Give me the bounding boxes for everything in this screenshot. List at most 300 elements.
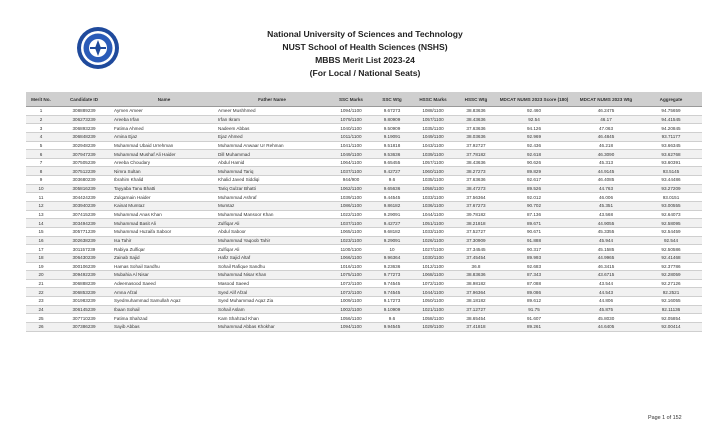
table-cell: 1072/1100 [328, 288, 374, 297]
table-cell: 38.18182 [456, 297, 496, 306]
table-cell: 1049/1100 [410, 132, 456, 141]
table-cell: Nadeem Abbas [216, 124, 328, 133]
table-cell: 306145239 [56, 305, 112, 314]
table-cell: Areeba Irfan [112, 115, 216, 124]
table-cell: 37.96364 [456, 288, 496, 297]
table-cell: 308889239 [56, 107, 112, 116]
table-row [26, 210, 702, 219]
table-cell: 38.43636 [456, 115, 496, 124]
table-cell: 1051/1100 [410, 219, 456, 228]
merit-table [26, 92, 702, 332]
column-header: Candidate ID [56, 92, 112, 107]
table-cell: 44.9055 [572, 219, 640, 228]
table-cell: 306273239 [56, 115, 112, 124]
table-cell: 36.8 [456, 262, 496, 271]
table-cell: 39.78182 [456, 210, 496, 219]
column-header: MDCAT NUMS 2023 Wtg [572, 92, 640, 107]
table-cell: 1100/1100 [328, 245, 374, 254]
table-cell: 1060/1100 [410, 167, 456, 176]
table-cell: 93.66345 [640, 141, 702, 150]
table-cell: 43.568 [572, 210, 640, 219]
table-cell: 90.702 [496, 202, 572, 211]
table-cell: 44.806 [572, 297, 640, 306]
table-cell: 37.78182 [456, 150, 496, 159]
table-cell: 93.44486 [640, 176, 702, 185]
table-row [26, 124, 702, 133]
table-cell: 301157239 [56, 245, 112, 254]
table-cell: 1039/1100 [410, 150, 456, 159]
table-cell: 1094/1100 [328, 107, 374, 116]
table-cell: Syedmuhammad Samullah Aqaz [112, 297, 216, 306]
table-cell: 92.50586 [640, 245, 702, 254]
table-cell: 9.19091 [374, 132, 410, 141]
table-cell: 20 [26, 271, 56, 280]
table-cell: Hafiz Sajid Altaf [216, 253, 328, 262]
table-cell: Muhammad Nisar Khan [216, 271, 328, 280]
table-cell: 18 [26, 253, 56, 262]
table-cell: Muhammad Tariq [216, 167, 328, 176]
table-cell: 92.05854 [640, 314, 702, 323]
table-cell: 307505239 [56, 158, 112, 167]
table-cell: 46.006 [572, 193, 640, 202]
column-header: Aggregate [640, 92, 702, 107]
table-cell: 6 [26, 150, 56, 159]
table-cell: 9.96364 [374, 253, 410, 262]
table-cell: 23 [26, 297, 56, 306]
table-cell: 91.607 [496, 314, 572, 323]
table-cell: 38.65454 [456, 314, 496, 323]
table-cell: 9.17273 [374, 297, 410, 306]
table-cell: 89.261 [496, 323, 572, 332]
table-cell: 303494239 [56, 219, 112, 228]
table-cell: 1075/1100 [328, 271, 374, 280]
table-cell: 92.11136 [640, 305, 702, 314]
table-cell: 44.9965 [572, 253, 640, 262]
table-cell: 1049/1100 [328, 150, 374, 159]
table-cell: 1056/1100 [328, 314, 374, 323]
column-header: SSC Marks [328, 92, 374, 107]
table-row [26, 141, 702, 150]
table-cell: 1041/1100 [328, 141, 374, 150]
table-row [26, 236, 702, 245]
table-cell: 92.27126 [640, 279, 702, 288]
table-cell: 94.41545 [640, 115, 702, 124]
column-header: HSSC Wtg [456, 92, 496, 107]
table-cell: Fatima Ahmed [112, 124, 216, 133]
table-cell: 45.8030 [572, 314, 640, 323]
table-cell: 89.993 [496, 253, 572, 262]
table-cell: 43.544 [572, 279, 640, 288]
table-cell: Abdul Saboor [216, 227, 328, 236]
table-row [26, 314, 702, 323]
table-cell: 45.351 [572, 202, 640, 211]
table-cell: 92.012 [496, 193, 572, 202]
table-cell: 8 [26, 167, 56, 176]
table-cell: 1057/1100 [410, 115, 456, 124]
table-row [26, 158, 702, 167]
table-cell: 944/900 [328, 176, 374, 185]
table-cell: Mubahia Al Nisar [112, 271, 216, 280]
table-cell: 45.944 [572, 236, 640, 245]
table-cell: 9.29091 [374, 236, 410, 245]
table-cell: Muhammad Anwaar Ur Rehman [216, 141, 328, 150]
table-cell: 37.30909 [456, 236, 496, 245]
table-cell: 92.683 [496, 262, 572, 271]
table-cell: Muhammad Anas Khan [112, 210, 216, 219]
table-cell: 38.83636 [456, 107, 496, 116]
table-cell: 91.888 [496, 236, 572, 245]
table-cell: 45.875 [572, 305, 640, 314]
table-cell: 45.313 [572, 158, 640, 167]
table-row [26, 107, 702, 116]
table-cell: 87.088 [496, 279, 572, 288]
table-cell: 92.58095 [640, 219, 702, 228]
table-cell: 89.086 [496, 288, 572, 297]
table-cell: 46.17 [572, 115, 640, 124]
table-cell: 38.83636 [456, 271, 496, 280]
table-cell: 90.626 [496, 158, 572, 167]
table-cell: 43.6715 [572, 271, 640, 280]
table-cell: 1044/1100 [410, 210, 456, 219]
table-cell: 1035/1100 [410, 176, 456, 185]
table-cell: Isa Tahir [112, 236, 216, 245]
table-cell: 307947239 [56, 150, 112, 159]
table-cell: 9.51818 [374, 141, 410, 150]
table-header-row [26, 92, 702, 107]
table-cell: 1079/1100 [328, 115, 374, 124]
table-cell: 304424239 [56, 193, 112, 202]
table-cell: 1039/1100 [328, 193, 374, 202]
table-cell: 44.9145 [572, 167, 640, 176]
table-cell: 1072/1100 [328, 279, 374, 288]
table-cell: 25 [26, 314, 56, 323]
table-cell: 94.126 [496, 124, 572, 133]
table-cell: 9.74545 [374, 288, 410, 297]
table-cell: 1086/1100 [328, 202, 374, 211]
table-cell: 45.1585 [572, 245, 640, 254]
table-cell: Aymen Ameer [112, 107, 216, 116]
table-cell: 92.16055 [640, 297, 702, 306]
table-cell: 37.52727 [456, 227, 496, 236]
table-cell: 5 [26, 141, 56, 150]
table-cell: Sohail Aslam [216, 305, 328, 314]
table-cell: 89.829 [496, 167, 572, 176]
table-cell: Hamas Sohail Sandhu [112, 262, 216, 271]
table-cell: 10 [374, 245, 410, 254]
table-cell: 1035/1100 [410, 124, 456, 133]
table-cell: 92.64073 [640, 210, 702, 219]
table-cell: 37.56364 [456, 193, 496, 202]
table-cell: 307415239 [56, 210, 112, 219]
table-cell: 93.00555 [640, 202, 702, 211]
table-cell: 1009/1100 [328, 297, 374, 306]
table-cell: Abdul Hamid [216, 158, 328, 167]
table-cell: 1072/1100 [410, 279, 456, 288]
table-cell: 9.65636 [374, 184, 410, 193]
table-cell: 1065/1100 [328, 227, 374, 236]
table-cell: Masood Saeed [216, 279, 328, 288]
table-cell: 37.63636 [456, 176, 496, 185]
table-cell: 9.74545 [374, 279, 410, 288]
table-cell: 14 [26, 219, 56, 228]
table-cell: Muhammad Abbas Khokhar [216, 323, 328, 332]
table-cell: 93.0151 [640, 193, 702, 202]
table-cell: Rabiya Zulfiqar [112, 245, 216, 254]
table-cell: 9.50909 [374, 124, 410, 133]
table-row [26, 271, 702, 280]
table-cell: 1033/1100 [410, 193, 456, 202]
table-cell: 1050/1100 [410, 297, 456, 306]
table-cell: 9.68182 [374, 227, 410, 236]
table-cell: Tayyaba Tanu Bhatti [112, 184, 216, 193]
table-cell: Muhammad Mansoor Khan [216, 210, 328, 219]
table-cell: 1026/1100 [410, 236, 456, 245]
table-cell: 44.763 [572, 184, 640, 193]
table-cell: 1011/1100 [328, 132, 374, 141]
table-cell: 1023/1100 [328, 236, 374, 245]
table-row [26, 150, 702, 159]
table-cell: 46.3090 [572, 150, 640, 159]
table-cell: 87.136 [496, 210, 572, 219]
table-cell: 11 [26, 193, 56, 202]
table-cell: 38.98182 [456, 279, 496, 288]
table-cell: Ibaan Sohail [112, 305, 216, 314]
table-cell: 309492239 [56, 271, 112, 280]
table-cell: 92.54459 [640, 227, 702, 236]
table-row [26, 253, 702, 262]
column-header: HSSC Marks [410, 92, 456, 107]
table-cell: 45.3355 [572, 227, 640, 236]
table-cell: 1040/1100 [328, 124, 374, 133]
table-cell: 92.618 [496, 150, 572, 159]
school-name: NUST School of Health Sciences (NSHS) [282, 42, 448, 52]
table-cell: 1094/1100 [328, 323, 374, 332]
table-cell: 24 [26, 305, 56, 314]
table-row [26, 202, 702, 211]
table-cell: Adeemasood Saeed [112, 279, 216, 288]
table-cell: 306888239 [56, 279, 112, 288]
table-cell: 19 [26, 262, 56, 271]
table-row [26, 184, 702, 193]
table-cell: 1012/1100 [410, 262, 456, 271]
table-cell: 1029/1100 [410, 323, 456, 332]
table-cell: 37.67273 [456, 202, 496, 211]
table-cell: 92.41468 [640, 253, 702, 262]
table-cell: 306853239 [56, 288, 112, 297]
table-row [26, 279, 702, 288]
table-cell: Sohail Rafique Sandhu [216, 262, 328, 271]
table-cell: 92.28059 [640, 271, 702, 280]
table-cell: 302948239 [56, 141, 112, 150]
table-cell: 9.29091 [374, 210, 410, 219]
table-cell: 307710239 [56, 314, 112, 323]
table-cell: 1044/1100 [410, 288, 456, 297]
table-row [26, 288, 702, 297]
table-cell: 9.80909 [374, 115, 410, 124]
table-row [26, 305, 702, 314]
list-title: MBBS Merit List 2023-24 [315, 55, 415, 65]
table-cell: Muhammad Mushaf Ali Haider [112, 150, 216, 159]
table-row [26, 262, 702, 271]
table-cell: 9 [26, 176, 56, 185]
table-cell: 1036/1100 [410, 202, 456, 211]
table-cell: 305816239 [56, 184, 112, 193]
table-cell: Zulfiqar Ali [216, 219, 328, 228]
table-cell: Dill Muhammad [216, 150, 328, 159]
table-cell: 3 [26, 124, 56, 133]
table-cell: Zulfiqar Ali [216, 245, 328, 254]
table-cell: Amina Ejaz [112, 132, 216, 141]
table-cell: 93.62768 [640, 150, 702, 159]
table-cell: 38.21818 [456, 219, 496, 228]
table-cell: 46.4845 [572, 132, 640, 141]
table-cell: 9.65455 [374, 158, 410, 167]
table-cell: 301983239 [56, 297, 112, 306]
table-cell: 89.612 [496, 297, 572, 306]
table-cell: 10 [26, 184, 56, 193]
table-cell: 9.53636 [374, 150, 410, 159]
table-cell: 9.23636 [374, 262, 410, 271]
table-cell: 22 [26, 288, 56, 297]
table-cell: Tariq Gulzar Bhatti [216, 184, 328, 193]
table-row [26, 323, 702, 332]
table-row [26, 132, 702, 141]
table-cell: Muhammad Ubaid Urrehman [112, 141, 216, 150]
table-cell: 92.544 [640, 236, 702, 245]
table-cell: 9.67273 [374, 107, 410, 116]
table-cell: Muhammad Basit Ali [112, 219, 216, 228]
table-cell: 12 [26, 202, 56, 211]
table-cell: 1058/1100 [410, 314, 456, 323]
table-cell: 94.20845 [640, 124, 702, 133]
column-header: Father Name [216, 92, 328, 107]
table-cell: 306893239 [56, 124, 112, 133]
column-header: Merit No. [26, 92, 56, 107]
table-cell: Syed Alif Afzal [216, 288, 328, 297]
table-cell: 46.3415 [572, 262, 640, 271]
table-cell: 90.317 [496, 245, 572, 254]
page-number: Page 1 of 152 [648, 415, 682, 421]
table-cell: 89.526 [496, 184, 572, 193]
table-cell: 9.10909 [374, 305, 410, 314]
table-cell: 9.86182 [374, 202, 410, 211]
table-cell: 38.43636 [456, 158, 496, 167]
column-header: SSC Wtg [374, 92, 410, 107]
table-cell: 7 [26, 158, 56, 167]
table-cell: 46.218 [572, 141, 640, 150]
table-cell: 1064/1100 [328, 158, 374, 167]
table-row [26, 297, 702, 306]
table-cell: 1027/1100 [410, 245, 456, 254]
table-cell: 302638239 [56, 236, 112, 245]
table-cell: 47.063 [572, 124, 640, 133]
table-cell: 13 [26, 210, 56, 219]
table-cell: 9.6 [374, 314, 410, 323]
table-row [26, 176, 702, 185]
table-cell: 93.27209 [640, 184, 702, 193]
table-cell: Khalid Javed Siddiqi [216, 176, 328, 185]
table-cell: 93.71177 [640, 132, 702, 141]
table-cell: 9.42727 [374, 167, 410, 176]
table-cell: 38.03636 [456, 132, 496, 141]
table-cell: 37.92727 [456, 141, 496, 150]
table-cell: Ibrahim Khalid [112, 176, 216, 185]
table-cell: Irfan Ikram [216, 115, 328, 124]
table-cell: 37.41818 [456, 323, 496, 332]
table-cell: 9.44545 [374, 193, 410, 202]
table-cell: 92.436 [496, 141, 572, 150]
list-subtitle: (For Local / National Seats) [309, 68, 421, 78]
table-cell: 46.2475 [572, 107, 640, 116]
table-cell: 306430239 [56, 253, 112, 262]
table-cell: 1016/1100 [328, 262, 374, 271]
table-cell: 89.671 [496, 219, 572, 228]
table-cell: 1062/1100 [328, 184, 374, 193]
table-cell: 1058/1100 [410, 184, 456, 193]
nust-logo-icon [76, 26, 120, 70]
table-cell: 44.543 [572, 288, 640, 297]
table-cell: Sayib Abbas [112, 323, 216, 332]
table-cell: Syed Muhammad Aqaz Zia [216, 297, 328, 306]
table-cell: Muhammad Ashraf [216, 193, 328, 202]
table-row [26, 193, 702, 202]
table-cell: 307512239 [56, 167, 112, 176]
table-row [26, 115, 702, 124]
table-cell: 306848239 [56, 132, 112, 141]
table-cell: Ejaz Ahmed [216, 132, 328, 141]
column-header: Name [112, 92, 216, 107]
table-cell: Kam Shahzad Khan [216, 314, 328, 323]
table-cell: 46.4085 [572, 176, 640, 185]
table-cell: 38.47273 [456, 184, 496, 193]
table-cell: 1 [26, 107, 56, 116]
table-cell: 4 [26, 132, 56, 141]
university-name: National University of Sciences and Technology [267, 29, 463, 39]
table-cell: 1037/1100 [328, 167, 374, 176]
table-cell: 93.5145 [640, 167, 702, 176]
table-cell: 91.75 [496, 305, 572, 314]
table-cell: Zainab Sajid [112, 253, 216, 262]
table-cell: 303940239 [56, 202, 112, 211]
table-cell: 37.63636 [456, 124, 496, 133]
table-cell: Muhammad Huzaifa Saboor [112, 227, 216, 236]
table-cell: Amna Afzal [112, 288, 216, 297]
table-cell: 2 [26, 115, 56, 124]
table-cell: 1033/1100 [410, 227, 456, 236]
table-cell: 37.34545 [456, 245, 496, 254]
table-cell: 37.45454 [456, 253, 496, 262]
column-header: MDCAT NUMS 2023 Score (180) [496, 92, 572, 107]
table-cell: 87.343 [496, 271, 572, 280]
table-cell: 9.42727 [374, 219, 410, 228]
table-row [26, 245, 702, 254]
table-cell: 37.12727 [456, 305, 496, 314]
table-cell: 300106239 [56, 262, 112, 271]
table-cell: Mumtaz [216, 202, 328, 211]
table-cell: 1068/1100 [410, 271, 456, 280]
table-cell: 1043/1100 [410, 141, 456, 150]
table-cell: 92.54 [496, 115, 572, 124]
table-cell: 92.969 [496, 132, 572, 141]
document-header [230, 28, 500, 80]
table-cell: 9.77273 [374, 271, 410, 280]
table-cell: 1088/1100 [410, 107, 456, 116]
table-cell: 1030/1100 [410, 253, 456, 262]
table-cell: 307386239 [56, 323, 112, 332]
table-row [26, 219, 702, 228]
table-cell: Kainat Mumtaz [112, 202, 216, 211]
table-row [26, 167, 702, 176]
